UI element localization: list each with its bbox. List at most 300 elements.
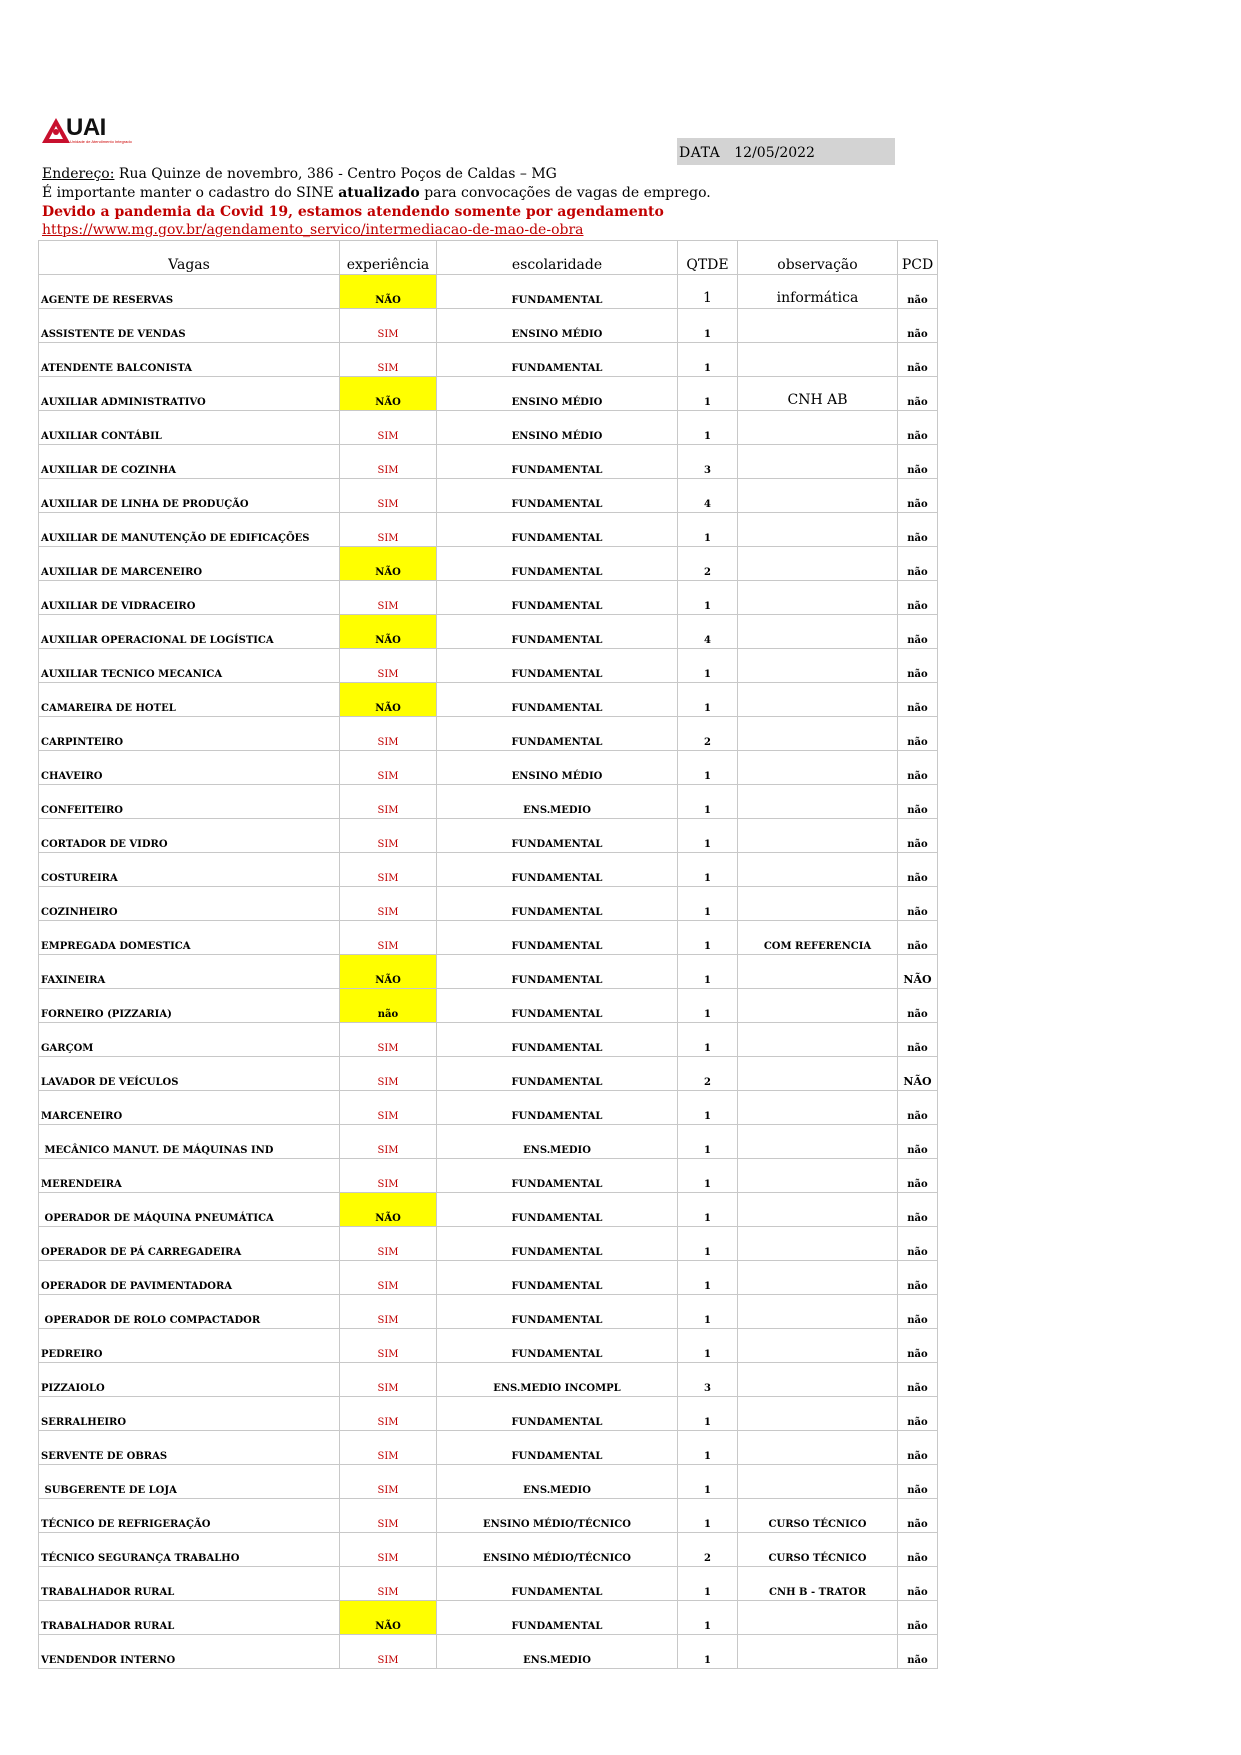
pcd-cell: não [898, 1601, 938, 1635]
observacao-cell [738, 751, 898, 785]
table-row [39, 1295, 938, 1329]
experiencia-cell: SIM [340, 1091, 437, 1125]
escolaridade-cell: FUNDAMENTAL [437, 1567, 678, 1601]
vaga-cell: PEDREIRO [39, 1329, 340, 1363]
qtde-cell: 3 [678, 1363, 738, 1397]
observacao-cell [738, 1023, 898, 1057]
pcd-cell: NÃO [898, 1057, 938, 1091]
pcd-cell: não [898, 887, 938, 921]
table-row [39, 1193, 938, 1227]
qtde-cell: 3 [678, 445, 738, 479]
table-row [39, 683, 938, 717]
escolaridade-cell: ENSINO MÉDIO [437, 751, 678, 785]
vaga-cell: AUXILIAR DE MANUTENÇÃO DE EDIFICAÇÕES [39, 513, 340, 547]
escolaridade-cell: FUNDAMENTAL [437, 1431, 678, 1465]
vaga-cell: AUXILIAR DE MARCENEIRO [39, 547, 340, 581]
vaga-cell: TRABALHADOR RURAL [39, 1567, 340, 1601]
vaga-cell: FORNEIRO (PIZZARIA) [39, 989, 340, 1023]
pcd-cell: não [898, 649, 938, 683]
experiencia-cell: SIM [340, 1023, 437, 1057]
table-row [39, 445, 938, 479]
observacao-cell [738, 1261, 898, 1295]
observacao-cell [738, 411, 898, 445]
pcd-cell: não [898, 683, 938, 717]
table-row [39, 921, 938, 955]
experiencia-cell: SIM [340, 1567, 437, 1601]
observacao-cell [738, 1363, 898, 1397]
observacao-cell [738, 1601, 898, 1635]
escolaridade-cell: FUNDAMENTAL [437, 717, 678, 751]
table-row [39, 853, 938, 887]
escolaridade-cell: FUNDAMENTAL [437, 819, 678, 853]
pcd-cell: não [898, 1227, 938, 1261]
qtde-cell: 1 [678, 649, 738, 683]
observacao-cell [738, 1057, 898, 1091]
pcd-cell: não [898, 1329, 938, 1363]
table-row [39, 377, 938, 411]
vaga-cell: OPERADOR DE PÁ CARREGADEIRA [39, 1227, 340, 1261]
vaga-cell: AUXILIAR TECNICO MECANICA [39, 649, 340, 683]
experiencia-cell: SIM [340, 479, 437, 513]
experiencia-cell: SIM [340, 513, 437, 547]
qtde-cell: 1 [678, 309, 738, 343]
vaga-cell: AUXILIAR DE COZINHA [39, 445, 340, 479]
observacao-cell [738, 887, 898, 921]
table-row [39, 989, 938, 1023]
vaga-cell: OPERADOR DE ROLO COMPACTADOR [39, 1295, 340, 1329]
vaga-cell: ASSISTENTE DE VENDAS [39, 309, 340, 343]
notice-bold: atualizado [338, 185, 420, 201]
experiencia-cell: SIM [340, 1261, 437, 1295]
table-row [39, 479, 938, 513]
table-row [39, 1091, 938, 1125]
qtde-cell: 1 [678, 1159, 738, 1193]
pcd-cell: não [898, 547, 938, 581]
observacao-cell: CNH AB [738, 377, 898, 411]
header-escolaridade: escolaridade [437, 241, 678, 275]
escolaridade-cell: ENSINO MÉDIO/TÉCNICO [437, 1499, 678, 1533]
pcd-cell: não [898, 1125, 938, 1159]
pcd-cell: não [898, 717, 938, 751]
vaga-cell: CHAVEIRO [39, 751, 340, 785]
observacao-cell: CURSO TÉCNICO [738, 1533, 898, 1567]
address-line [42, 165, 557, 183]
qtde-cell: 1 [678, 751, 738, 785]
observacao-cell [738, 717, 898, 751]
table-row [39, 1601, 938, 1635]
escolaridade-cell: FUNDAMENTAL [437, 1091, 678, 1125]
escolaridade-cell: ENS.MEDIO [437, 1125, 678, 1159]
qtde-cell: 1 [678, 1023, 738, 1057]
escolaridade-cell: FUNDAMENTAL [437, 1193, 678, 1227]
table-row [39, 1431, 938, 1465]
table-row [39, 513, 938, 547]
vaga-cell: GARÇOM [39, 1023, 340, 1057]
observacao-cell [738, 1635, 898, 1669]
observacao-cell [738, 649, 898, 683]
escolaridade-cell: FUNDAMENTAL [437, 955, 678, 989]
pcd-cell: não [898, 785, 938, 819]
vaga-cell: EMPREGADA DOMESTICA [39, 921, 340, 955]
vaga-cell: MECÂNICO MANUT. DE MÁQUINAS IND [39, 1125, 340, 1159]
experiencia-cell: SIM [340, 751, 437, 785]
vaga-cell: OPERADOR DE PAVIMENTADORA [39, 1261, 340, 1295]
logo-subtitle: Unidade de Atendimento Integrado [70, 139, 132, 144]
escolaridade-cell: FUNDAMENTAL [437, 275, 678, 309]
qtde-cell: 1 [678, 1499, 738, 1533]
experiencia-cell: SIM [340, 921, 437, 955]
vaga-cell: CARPINTEIRO [39, 717, 340, 751]
qtde-cell: 1 [678, 1091, 738, 1125]
experiencia-cell: SIM [340, 1295, 437, 1329]
escolaridade-cell: FUNDAMENTAL [437, 581, 678, 615]
qtde-cell: 1 [678, 1567, 738, 1601]
vaga-cell: TÉCNICO DE REFRIGERAÇÃO [39, 1499, 340, 1533]
qtde-cell: 1 [678, 1431, 738, 1465]
observacao-cell [738, 1465, 898, 1499]
pcd-cell: não [898, 275, 938, 309]
table-row [39, 343, 938, 377]
experiencia-cell: não [340, 989, 437, 1023]
qtde-cell: 4 [678, 615, 738, 649]
table-row [39, 887, 938, 921]
vaga-cell: CONFEITEIRO [39, 785, 340, 819]
table-row [39, 1499, 938, 1533]
escolaridade-cell: ENS.MEDIO [437, 785, 678, 819]
escolaridade-cell: FUNDAMENTAL [437, 1601, 678, 1635]
experiencia-cell: SIM [340, 1533, 437, 1567]
experiencia-cell: NÃO [340, 1601, 437, 1635]
vaga-cell: CORTADOR DE VIDRO [39, 819, 340, 853]
table-row [39, 1363, 938, 1397]
qtde-cell: 1 [678, 853, 738, 887]
qtde-cell: 1 [678, 1329, 738, 1363]
observacao-cell [738, 1295, 898, 1329]
vaga-cell: AUXILIAR CONTÁBIL [39, 411, 340, 445]
pcd-cell: não [898, 343, 938, 377]
vaga-cell: CAMAREIRA DE HOTEL [39, 683, 340, 717]
jobs-table [38, 240, 938, 1669]
vaga-cell: VENDENDOR INTERNO [39, 1635, 340, 1669]
pcd-cell: não [898, 921, 938, 955]
qtde-cell: 2 [678, 1533, 738, 1567]
experiencia-cell: SIM [340, 1499, 437, 1533]
escolaridade-cell: FUNDAMENTAL [437, 1397, 678, 1431]
escolaridade-cell: FUNDAMENTAL [437, 1329, 678, 1363]
pcd-cell: não [898, 1567, 938, 1601]
pcd-cell: não [898, 1465, 938, 1499]
vaga-cell: SERVENTE DE OBRAS [39, 1431, 340, 1465]
pcd-cell: não [898, 1023, 938, 1057]
qtde-cell: 1 [678, 1227, 738, 1261]
observacao-cell [738, 615, 898, 649]
observacao-cell [738, 853, 898, 887]
experiencia-cell: SIM [340, 853, 437, 887]
experiencia-cell: SIM [340, 1057, 437, 1091]
uai-logo [42, 114, 132, 151]
experiencia-cell: SIM [340, 411, 437, 445]
experiencia-cell: SIM [340, 1465, 437, 1499]
qtde-cell: 1 [678, 1261, 738, 1295]
address-label: Endereço: [42, 166, 115, 182]
observacao-cell [738, 1091, 898, 1125]
escolaridade-cell: ENS.MEDIO [437, 1635, 678, 1669]
qtde-cell: 1 [678, 887, 738, 921]
notice-pre: É importante manter o cadastro do SINE [42, 185, 339, 201]
table-row [39, 1635, 938, 1669]
qtde-cell: 1 [678, 955, 738, 989]
pcd-cell: não [898, 1091, 938, 1125]
qtde-cell: 1 [678, 1397, 738, 1431]
observacao-cell [738, 1193, 898, 1227]
pcd-cell: não [898, 309, 938, 343]
escolaridade-cell: ENSINO MÉDIO [437, 377, 678, 411]
header-qtde: QTDE [678, 241, 738, 275]
pcd-cell: não [898, 581, 938, 615]
qtde-cell: 1 [678, 1635, 738, 1669]
escolaridade-cell: ENSINO MÉDIO/TÉCNICO [437, 1533, 678, 1567]
pcd-cell: não [898, 989, 938, 1023]
qtde-cell: 1 [678, 343, 738, 377]
pcd-cell: não [898, 1363, 938, 1397]
table-row [39, 649, 938, 683]
table-row [39, 717, 938, 751]
pcd-cell: não [898, 615, 938, 649]
notice-post: para convocações de vagas de emprego. [419, 185, 711, 201]
escolaridade-cell: ENS.MEDIO [437, 1465, 678, 1499]
vaga-cell: MARCENEIRO [39, 1091, 340, 1125]
vaga-cell: AUXILIAR DE VIDRACEIRO [39, 581, 340, 615]
pcd-cell: não [898, 1295, 938, 1329]
experiencia-cell: SIM [340, 649, 437, 683]
experiencia-cell: NÃO [340, 615, 437, 649]
table-row [39, 1533, 938, 1567]
vaga-cell: PIZZAIOLO [39, 1363, 340, 1397]
pcd-cell: não [898, 1261, 938, 1295]
escolaridade-cell: FUNDAMENTAL [437, 343, 678, 377]
scheduling-link[interactable]: https://www.mg.gov.br/agendamento_servico/intermediacao-de-mao-de-obra [42, 222, 584, 238]
escolaridade-cell: FUNDAMENTAL [437, 1023, 678, 1057]
pcd-cell: não [898, 445, 938, 479]
observacao-cell [738, 785, 898, 819]
pcd-cell: não [898, 751, 938, 785]
escolaridade-cell: FUNDAMENTAL [437, 887, 678, 921]
experiencia-cell: NÃO [340, 547, 437, 581]
escolaridade-cell: FUNDAMENTAL [437, 547, 678, 581]
table-row [39, 1057, 938, 1091]
escolaridade-cell: ENSINO MÉDIO [437, 411, 678, 445]
observacao-cell [738, 819, 898, 853]
vaga-cell: SERRALHEIRO [39, 1397, 340, 1431]
table-row [39, 1159, 938, 1193]
experiencia-cell: NÃO [340, 275, 437, 309]
pcd-cell: não [898, 513, 938, 547]
qtde-cell: 2 [678, 547, 738, 581]
qtde-cell: 1 [678, 581, 738, 615]
pcd-cell: não [898, 819, 938, 853]
table-row [39, 751, 938, 785]
vaga-cell: ATENDENTE BALCONISTA [39, 343, 340, 377]
pcd-cell: não [898, 377, 938, 411]
table-row [39, 1125, 938, 1159]
escolaridade-cell: FUNDAMENTAL [437, 921, 678, 955]
observacao-cell: informática [738, 275, 898, 309]
table-row [39, 275, 938, 309]
qtde-cell: 1 [678, 1193, 738, 1227]
observacao-cell [738, 1431, 898, 1465]
vaga-cell: AUXILIAR DE LINHA DE PRODUÇÃO [39, 479, 340, 513]
observacao-cell: CURSO TÉCNICO [738, 1499, 898, 1533]
table-row [39, 819, 938, 853]
pcd-cell: não [898, 1431, 938, 1465]
experiencia-cell: NÃO [340, 955, 437, 989]
experiencia-cell: NÃO [340, 683, 437, 717]
qtde-cell: 1 [678, 1125, 738, 1159]
pcd-cell: não [898, 411, 938, 445]
qtde-cell: 1 [678, 785, 738, 819]
escolaridade-cell: FUNDAMENTAL [437, 989, 678, 1023]
table-row [39, 955, 938, 989]
experiencia-cell: SIM [340, 1397, 437, 1431]
vaga-cell: COSTUREIRA [39, 853, 340, 887]
experiencia-cell: SIM [340, 1329, 437, 1363]
qtde-cell: 1 [678, 411, 738, 445]
experiencia-cell: SIM [340, 1227, 437, 1261]
table-row [39, 1023, 938, 1057]
header-vagas: Vagas [39, 241, 340, 275]
qtde-cell: 1 [678, 1295, 738, 1329]
qtde-cell: 1 [678, 819, 738, 853]
pcd-cell: não [898, 1635, 938, 1669]
escolaridade-cell: FUNDAMENTAL [437, 513, 678, 547]
escolaridade-cell: FUNDAMENTAL [437, 649, 678, 683]
qtde-cell: 1 [678, 377, 738, 411]
pcd-cell: não [898, 479, 938, 513]
table-header-row [39, 241, 938, 275]
observacao-cell [738, 1329, 898, 1363]
escolaridade-cell: FUNDAMENTAL [437, 1227, 678, 1261]
table-row [39, 785, 938, 819]
date-label: DATA [679, 145, 721, 161]
vaga-cell: TÉCNICO SEGURANÇA TRABALHO [39, 1533, 340, 1567]
pcd-cell: não [898, 1499, 938, 1533]
header-observacao: observação [738, 241, 898, 275]
escolaridade-cell: FUNDAMENTAL [437, 615, 678, 649]
escolaridade-cell: FUNDAMENTAL [437, 1295, 678, 1329]
qtde-cell: 2 [678, 1057, 738, 1091]
observacao-cell [738, 1227, 898, 1261]
table-row [39, 309, 938, 343]
observacao-cell [738, 581, 898, 615]
experiencia-cell: SIM [340, 785, 437, 819]
experiencia-cell: SIM [340, 717, 437, 751]
table-row [39, 1465, 938, 1499]
notice-line [42, 184, 711, 202]
table-row [39, 1261, 938, 1295]
experiencia-cell: SIM [340, 581, 437, 615]
table-row [39, 615, 938, 649]
table-row [39, 411, 938, 445]
vaga-cell: TRABALHADOR RURAL [39, 1601, 340, 1635]
experiencia-cell: SIM [340, 1363, 437, 1397]
escolaridade-cell: FUNDAMENTAL [437, 445, 678, 479]
experiencia-cell: SIM [340, 887, 437, 921]
escolaridade-cell: FUNDAMENTAL [437, 1159, 678, 1193]
pcd-cell: não [898, 1533, 938, 1567]
observacao-cell [738, 955, 898, 989]
observacao-cell [738, 989, 898, 1023]
vaga-cell: COZINHEIRO [39, 887, 340, 921]
observacao-cell [738, 479, 898, 513]
vaga-cell: AUXILIAR OPERACIONAL DE LOGÍSTICA [39, 615, 340, 649]
vaga-cell: OPERADOR DE MÁQUINA PNEUMÁTICA [39, 1193, 340, 1227]
vaga-cell: FAXINEIRA [39, 955, 340, 989]
qtde-cell: 1 [678, 989, 738, 1023]
experiencia-cell: SIM [340, 1635, 437, 1669]
header-experiencia: experiência [340, 241, 437, 275]
experiencia-cell: SIM [340, 445, 437, 479]
pcd-cell: não [898, 1397, 938, 1431]
experiencia-cell: SIM [340, 1159, 437, 1193]
covid-notice: Devido a pandemia da Covid 19, estamos atendendo somente por agendamento [42, 204, 664, 220]
date-box [677, 138, 895, 165]
pcd-cell: não [898, 853, 938, 887]
qtde-cell: 2 [678, 717, 738, 751]
vaga-cell: MERENDEIRA [39, 1159, 340, 1193]
qtde-cell: 1 [678, 921, 738, 955]
escolaridade-cell: ENS.MEDIO INCOMPL [437, 1363, 678, 1397]
escolaridade-cell: FUNDAMENTAL [437, 479, 678, 513]
table-body [39, 275, 938, 1669]
qtde-cell: 4 [678, 479, 738, 513]
address-text: Rua Quinze de novembro, 386 - Centro Poços de Caldas – MG [114, 166, 557, 182]
pcd-cell: não [898, 1193, 938, 1227]
observacao-cell [738, 513, 898, 547]
escolaridade-cell: FUNDAMENTAL [437, 1261, 678, 1295]
observacao-cell [738, 683, 898, 717]
qtde-cell: 1 [678, 1465, 738, 1499]
escolaridade-cell: FUNDAMENTAL [437, 1057, 678, 1091]
vaga-cell: AUXILIAR ADMINISTRATIVO [39, 377, 340, 411]
experiencia-cell: SIM [340, 1431, 437, 1465]
qtde-cell: 1 [678, 275, 738, 309]
observacao-cell [738, 343, 898, 377]
observacao-cell [738, 1159, 898, 1193]
qtde-cell: 1 [678, 683, 738, 717]
observacao-cell [738, 1125, 898, 1159]
date-value: 12/05/2022 [734, 145, 815, 161]
table-row [39, 1329, 938, 1363]
table-row [39, 1227, 938, 1261]
observacao-cell [738, 309, 898, 343]
vaga-cell: AGENTE DE RESERVAS [39, 275, 340, 309]
qtde-cell: 1 [678, 513, 738, 547]
pcd-cell: não [898, 1159, 938, 1193]
escolaridade-cell: FUNDAMENTAL [437, 683, 678, 717]
qtde-cell: 1 [678, 1601, 738, 1635]
table-row [39, 1397, 938, 1431]
experiencia-cell: SIM [340, 343, 437, 377]
logo-text: UAI [66, 114, 106, 141]
vaga-cell: SUBGERENTE DE LOJA [39, 1465, 340, 1499]
vaga-cell: LAVADOR DE VEÍCULOS [39, 1057, 340, 1091]
table-row [39, 547, 938, 581]
observacao-cell [738, 547, 898, 581]
observacao-cell [738, 445, 898, 479]
experiencia-cell: SIM [340, 819, 437, 853]
observacao-cell: COM REFERENCIA [738, 921, 898, 955]
observacao-cell: CNH B - TRATOR [738, 1567, 898, 1601]
